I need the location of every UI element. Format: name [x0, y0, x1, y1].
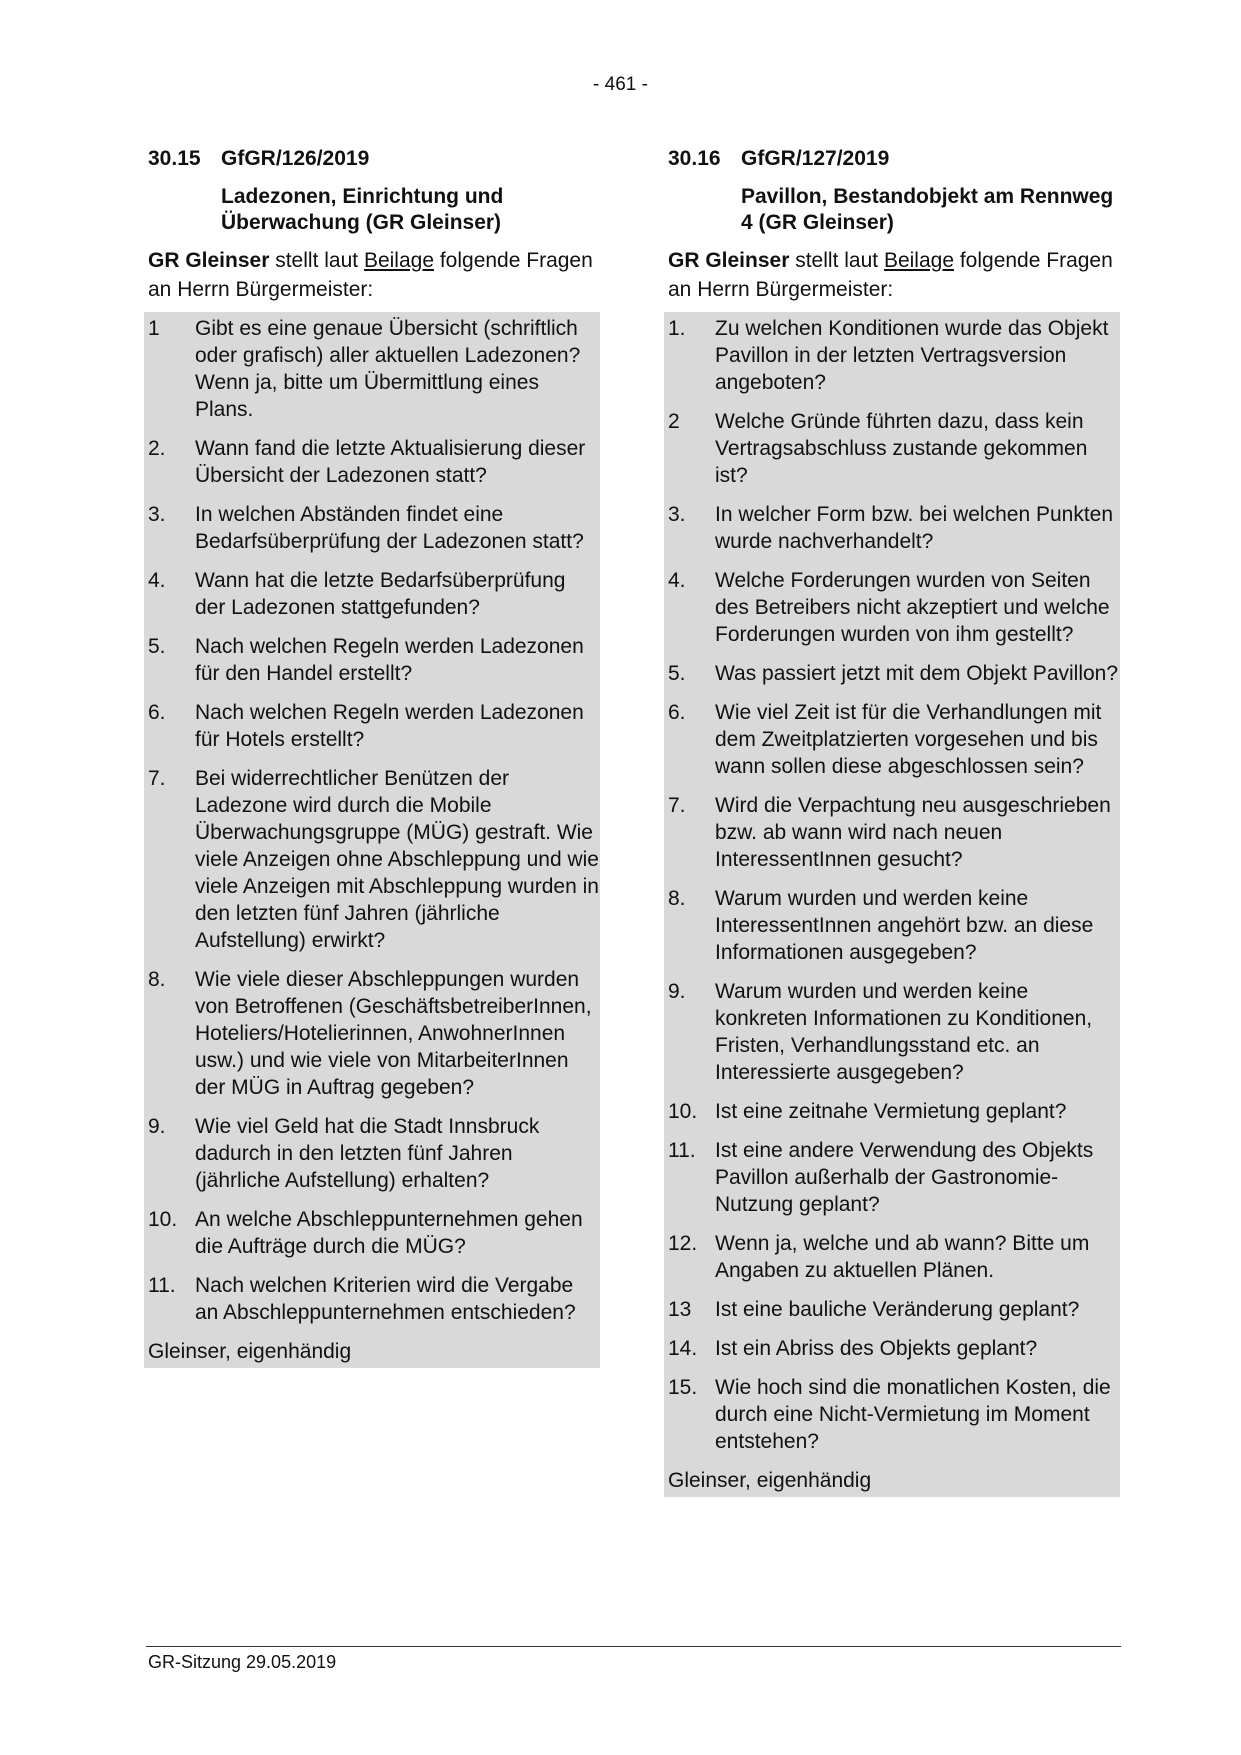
question-text: Warum wurden und werden keine konkreten Informationen zu Konditionen, Fristen, Verhandlungsstand etc. an Interessierte ausgegeben?: [715, 980, 1093, 1084]
question-item: [668, 1137, 1120, 1218]
left-column: [148, 146, 600, 1368]
question-number: 13: [668, 1298, 692, 1321]
question-number: 4.: [668, 569, 686, 592]
question-number: 5.: [668, 662, 686, 685]
item-heading-right: [668, 146, 1120, 172]
item-reference: GfGR/126/2019: [221, 147, 370, 170]
question-text: Wie viel Geld hat die Stadt Innsbruck dadurch in den letzten fünf Jahren (jährliche Aufstellung) erhalten?: [195, 1115, 540, 1192]
question-item: [148, 315, 600, 423]
question-text: Gibt es eine genaue Übersicht (schriftlich oder grafisch) aller aktuellen Ladezonen? Wenn ja, bitte um Übermittlung eines Plans.: [195, 317, 581, 421]
question-text: Wann fand die letzte Aktualisierung dieser Übersicht der Ladezonen statt?: [195, 437, 586, 487]
question-text: Nach welchen Kriterien wird die Vergabe an Abschleppunternehmen entschieden?: [195, 1274, 576, 1324]
question-item: [148, 699, 600, 753]
beilage-link[interactable]: Beilage: [363, 249, 434, 272]
question-text: Zu welchen Konditionen wurde das Objekt Pavillon in der letzten Vertragsversion angeboten?: [715, 317, 1109, 394]
question-number: 1: [148, 317, 160, 340]
question-text: Wenn ja, welche und ab wann? Bitte um Angaben zu aktuellen Plänen.: [715, 1232, 1090, 1282]
question-text: Was passiert jetzt mit dem Objekt Pavillon?: [715, 662, 1119, 685]
question-number: 5.: [148, 635, 166, 658]
question-item: [668, 660, 1120, 687]
question-text: Bei widerrechtlicher Benützen der Ladezone wird durch die Mobile Überwachungsgruppe (MÜG) gestraft. Wie viele Anzeigen ohne Abschleppung und wie viele Anzeigen mit Abschleppung wurden in den letzten fünf Jahren (jährliche Aufstellung) erwirkt?: [195, 767, 599, 952]
question-number: 9.: [148, 1115, 166, 1138]
question-item: [148, 435, 600, 489]
question-item: [668, 1296, 1120, 1323]
question-item: [148, 1206, 600, 1260]
question-number: 9.: [668, 980, 686, 1003]
beilage-link[interactable]: Beilage: [883, 249, 954, 272]
signature: Gleinser, eigenhändig: [668, 1469, 872, 1492]
item-subject: Pavillon, Bestandobjekt am Rennweg 4 (GR Gleinser): [741, 185, 1114, 234]
question-number: 7.: [148, 767, 166, 790]
question-number: 10.: [148, 1208, 178, 1231]
question-number: 2.: [148, 437, 166, 460]
question-text: An welche Abschleppunternehmen gehen die Aufträge durch die MÜG?: [195, 1208, 583, 1258]
intro-mid: stellt laut: [789, 249, 884, 272]
question-item: [668, 1098, 1120, 1125]
footer-session-date: GR-Sitzung 29.05.2019: [148, 1652, 337, 1672]
question-number: 14.: [668, 1337, 698, 1360]
question-number: 3.: [668, 503, 686, 526]
question-item: [668, 408, 1120, 489]
question-item: [148, 567, 600, 621]
question-item: [668, 1374, 1120, 1455]
question-text: Wie viel Zeit ist für die Verhandlungen mit dem Zweitplatzierten vorgesehen und bis wann sollen diese abgeschlossen sein?: [715, 701, 1102, 778]
question-number: 10.: [668, 1100, 698, 1123]
question-item: [148, 966, 600, 1101]
intro-mid: stellt laut: [269, 249, 364, 272]
question-number: 12.: [668, 1232, 698, 1255]
question-item: [148, 1272, 600, 1326]
item-number: 30.16: [668, 147, 721, 170]
question-number: 2: [668, 410, 680, 433]
intro-name: GR Gleinser: [148, 249, 270, 272]
question-item: [148, 633, 600, 687]
question-text: Ist ein Abriss des Objekts geplant?: [715, 1337, 1038, 1360]
footer-divider: [146, 1646, 1121, 1647]
item-reference: GfGR/127/2019: [741, 147, 890, 170]
question-item: [668, 1230, 1120, 1284]
right-column: [668, 146, 1120, 1497]
questions-box: [144, 312, 600, 1368]
question-text: Ist eine zeitnahe Vermietung geplant?: [715, 1100, 1067, 1123]
question-number: 8.: [668, 887, 686, 910]
question-item: [148, 1113, 600, 1194]
question-item: [668, 315, 1120, 396]
question-number: 6.: [148, 701, 166, 724]
item-subject: Ladezonen, Einrichtung und Überwachung (GR Gleinser): [221, 185, 504, 234]
question-text: Ist eine andere Verwendung des Objekts Pavillon außerhalb der Gastronomie-Nutzung geplant?: [715, 1139, 1094, 1216]
question-text: Wie viele dieser Abschleppungen wurden von Betroffenen (GeschäftsbetreiberInnen, Hoteliers/Hotelierinnen, AnwohnerInnen usw.) und wie viele von MitarbeiterInnen der MÜG in Auftrag gegeben?: [195, 968, 592, 1099]
question-item: [668, 885, 1120, 966]
question-text: Wie hoch sind die monatlichen Kosten, die durch eine Nicht-Vermietung im Moment entstehen?: [715, 1376, 1111, 1453]
signature: Gleinser, eigenhändig: [148, 1340, 352, 1363]
intro-end: folgende Fragen an Herrn Bürgermeister:: [148, 249, 593, 301]
question-item: [668, 567, 1120, 648]
question-text: In welcher Form bzw. bei welchen Punkten wurde nachverhandelt?: [715, 503, 1114, 553]
question-number: 8.: [148, 968, 166, 991]
item-number: 30.15: [148, 147, 201, 170]
question-text: Wann hat die letzte Bedarfsüberprüfung der Ladezonen stattgefunden?: [195, 569, 566, 619]
question-item: [148, 501, 600, 555]
question-item: [668, 699, 1120, 780]
question-text: Nach welchen Regeln werden Ladezonen für den Handel erstellt?: [195, 635, 584, 685]
question-text: Ist eine bauliche Veränderung geplant?: [715, 1298, 1080, 1321]
question-number: 3.: [148, 503, 166, 526]
item-heading-left: [148, 146, 600, 172]
question-number: 4.: [148, 569, 166, 592]
question-item: [668, 978, 1120, 1086]
intro-text: [668, 246, 1120, 304]
question-text: In welchen Abständen findet eine Bedarfsüberprüfung der Ladezonen statt?: [195, 503, 584, 553]
question-number: 15.: [668, 1376, 698, 1399]
question-item: [148, 765, 600, 954]
question-text: Welche Forderungen wurden von Seiten des Betreibers nicht akzeptiert und welche Forderungen wurden von ihm gestellt?: [715, 569, 1110, 646]
intro-end: folgende Fragen an Herrn Bürgermeister:: [668, 249, 1113, 301]
questions-box: [664, 312, 1120, 1497]
question-number: 1.: [668, 317, 686, 340]
question-text: Welche Gründe führten dazu, dass kein Vertragsabschluss zustande gekommen ist?: [715, 410, 1088, 487]
intro-name: GR Gleinser: [668, 249, 790, 272]
page-number: - 461 -: [593, 74, 648, 95]
question-item: [668, 1335, 1120, 1362]
question-number: 11.: [148, 1274, 176, 1297]
question-text: Wird die Verpachtung neu ausgeschrieben bzw. ab wann wird nach neuen InteressentInnen gesucht?: [715, 794, 1111, 871]
question-text: Warum wurden und werden keine InteressentInnen angehört bzw. an diese Informationen ausgegeben?: [715, 887, 1094, 964]
question-item: [668, 501, 1120, 555]
question-text: Nach welchen Regeln werden Ladezonen für Hotels erstellt?: [195, 701, 584, 751]
question-item: [668, 792, 1120, 873]
question-number: 11.: [668, 1139, 696, 1162]
question-number: 7.: [668, 794, 686, 817]
question-number: 6.: [668, 701, 686, 724]
intro-text: [148, 246, 600, 304]
